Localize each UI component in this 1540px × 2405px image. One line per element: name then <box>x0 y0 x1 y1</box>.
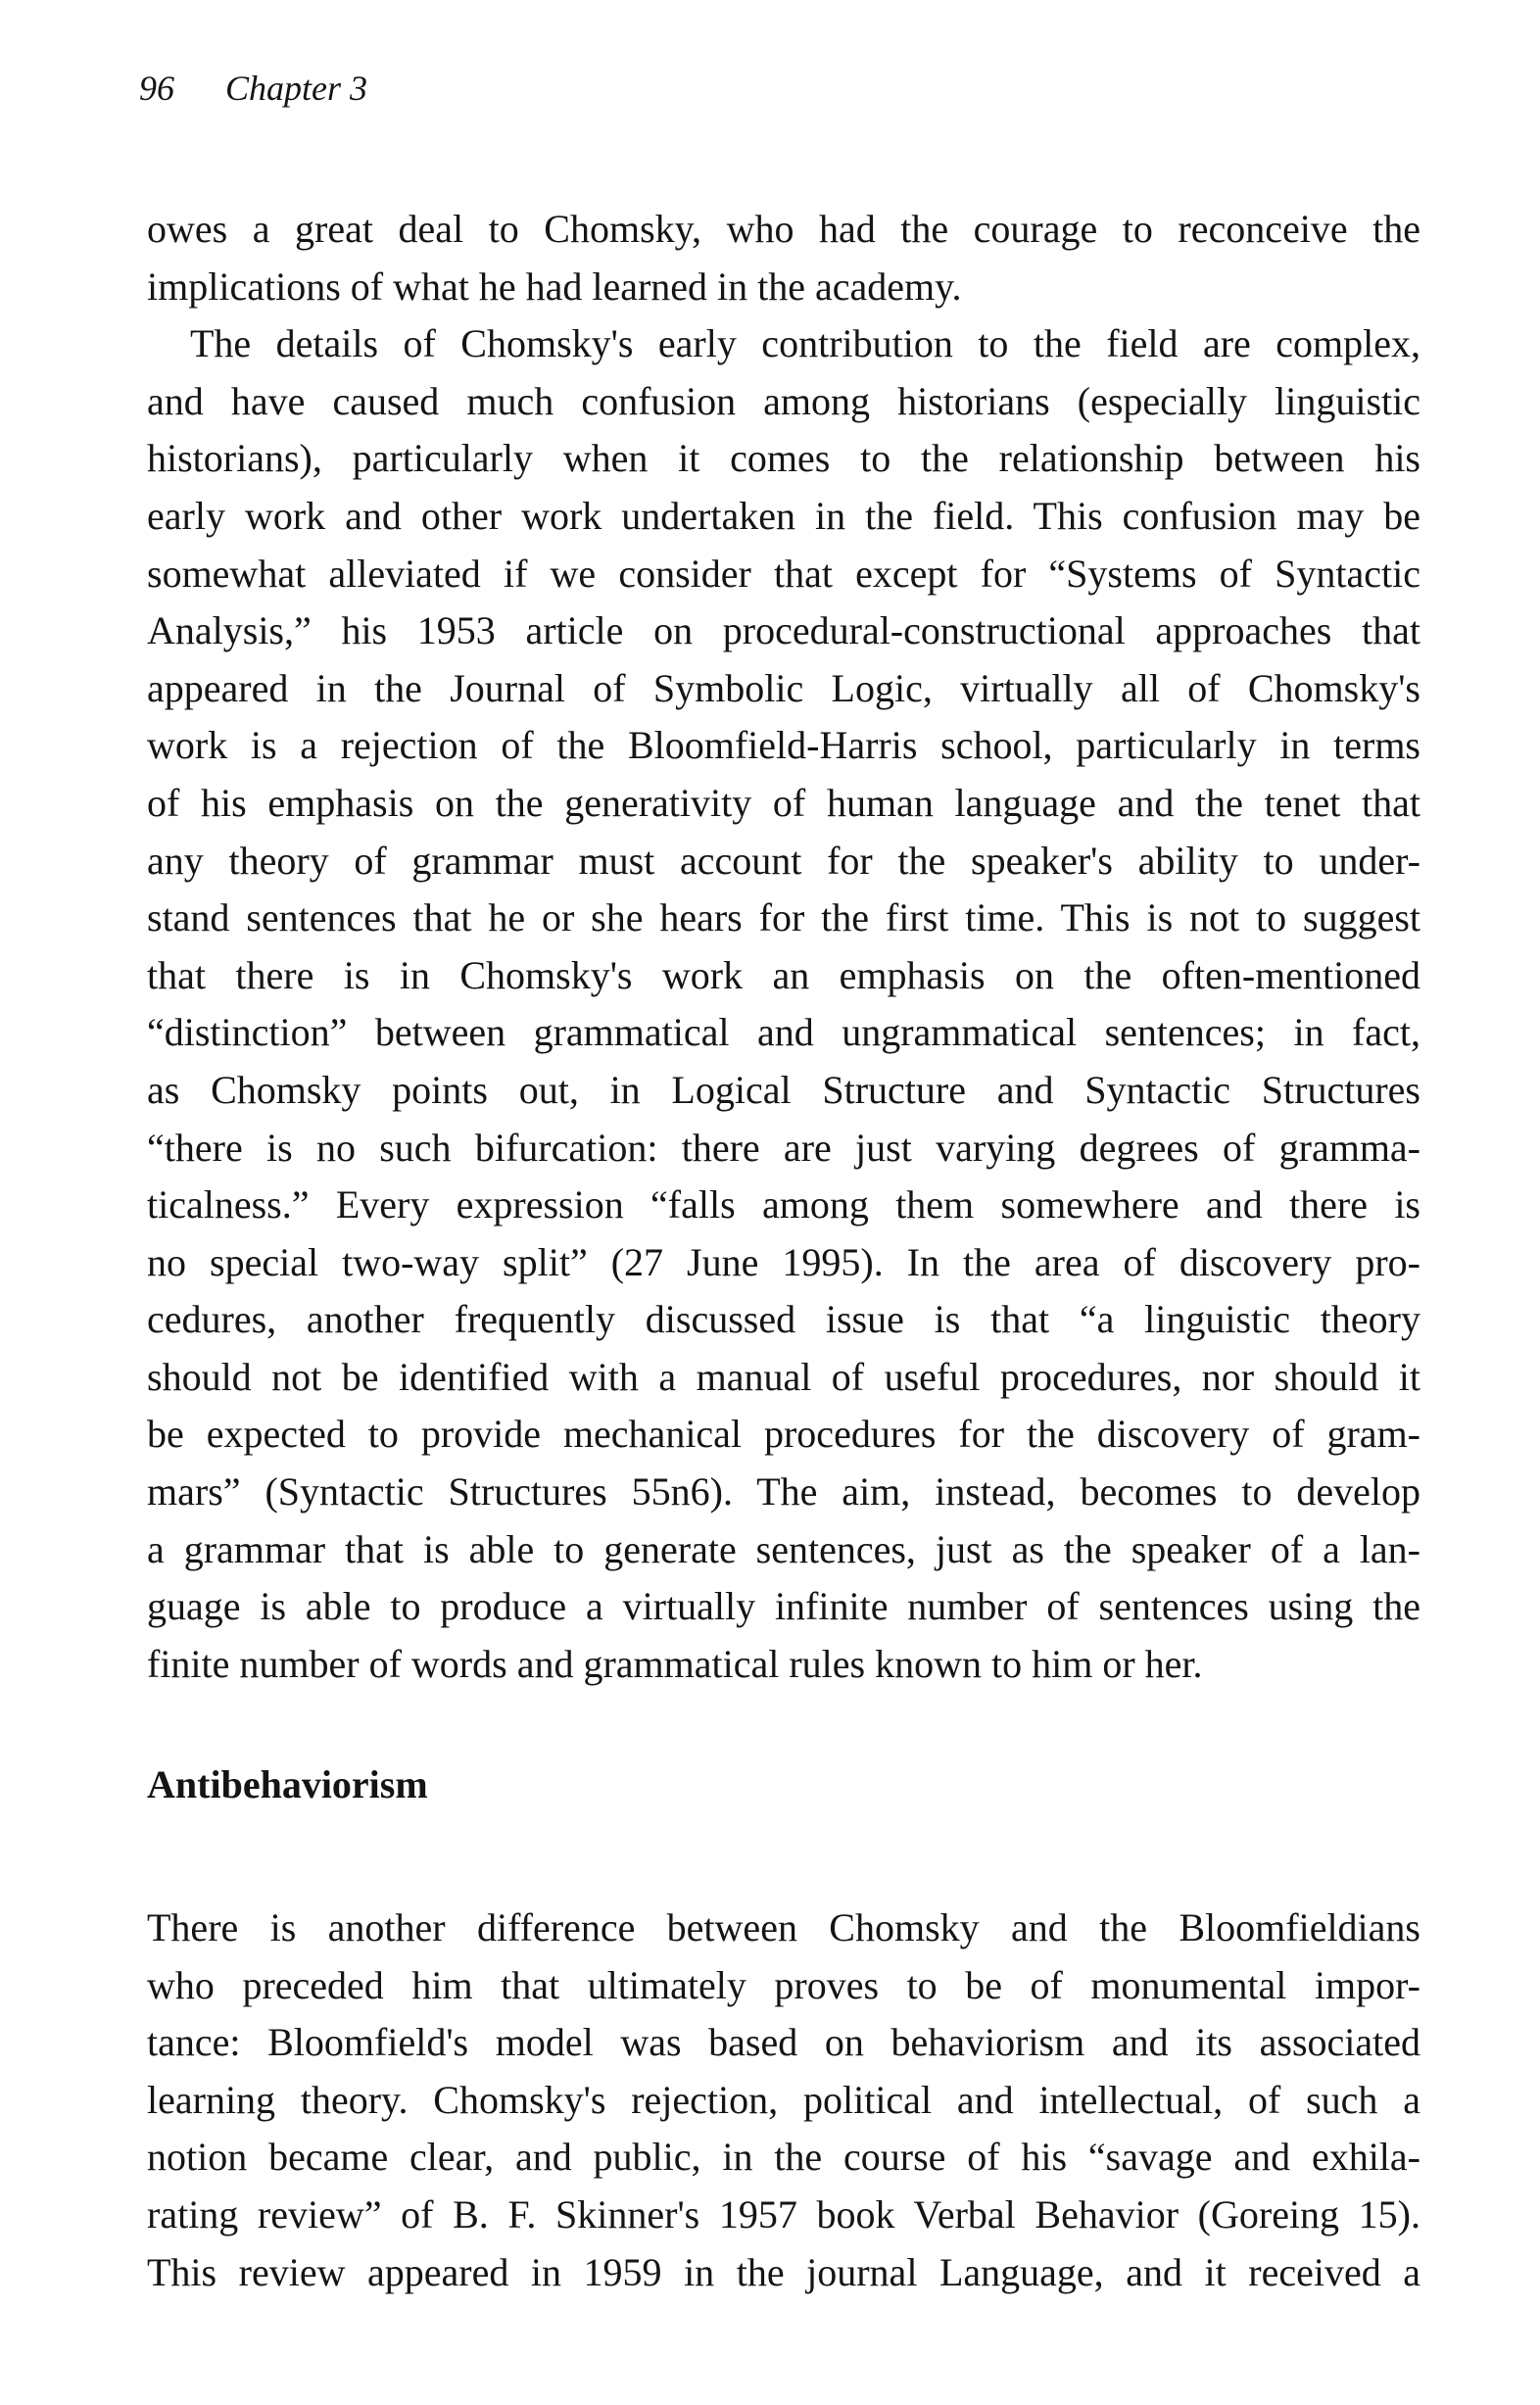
text-line: somewhat alleviated if we consider that except for “Systems of Syntactic <box>147 551 1420 596</box>
text-line: “distinction” between grammatical and ungrammatical sentences; in fact, <box>147 1010 1420 1055</box>
text-line: finite number of words and grammatical rules known to him or her. <box>147 1641 1203 1686</box>
text-line: as Chomsky points out, in Logical Structure and Syntactic Structures <box>147 1067 1420 1112</box>
text-line: This review appeared in 1959 in the journal Language, and it received a <box>147 2249 1420 2294</box>
text-line: stand sentences that he or she hears for the first time. This is not to suggest <box>147 895 1420 940</box>
paragraph-1 <box>147 201 1420 315</box>
page-number: 96 <box>139 69 174 108</box>
text-line: rating review” of B. F. Skinner's 1957 book Verbal Behavior (Goreing 15). <box>147 2192 1420 2237</box>
body-text <box>147 201 1420 2301</box>
text-line: ticalness.” Every expression “falls among them somewhere and there is <box>147 1182 1420 1227</box>
text-line: and have caused much confusion among historians (especially linguistic <box>147 378 1420 423</box>
text-line: historians), particularly when it comes to the relationship between his <box>147 436 1420 481</box>
text-line: implications of what he had learned in the academy. <box>147 264 962 309</box>
text-line: that there is in Chomsky's work an emphasis on the often-mentioned <box>147 952 1420 997</box>
text-line: early work and other work undertaken in the field. This confusion may be <box>147 493 1420 538</box>
text-line: notion became clear, and public, in the course of his “savage and exhila- <box>147 2135 1420 2180</box>
text-line: tance: Bloomfield's model was based on behaviorism and its associated <box>147 2020 1420 2065</box>
paragraph-3 <box>147 1900 1420 2301</box>
text-line: work is a rejection of the Bloomfield-Harris school, particularly in terms <box>147 723 1420 768</box>
spacer <box>147 1693 1420 1756</box>
text-line: a grammar that is able to generate sentences, just as the speaker of a lan- <box>147 1526 1420 1571</box>
text-line: who preceded him that ultimately proves to be of monumental impor- <box>147 1962 1420 2007</box>
text-line: no special two-way split” (27 June 1995). In the area of discovery pro- <box>147 1239 1420 1284</box>
text-line: cedures, another frequently discussed issue is that “a linguistic theory <box>147 1297 1420 1342</box>
text-line: owes a great deal to Chomsky, who had the courage to reconceive the <box>147 207 1420 251</box>
text-line: Analysis,” his 1953 article on procedural-constructional approaches that <box>147 608 1420 653</box>
section-heading: Antibehaviorism <box>147 1762 428 1807</box>
text-line: any theory of grammar must account for the speaker's ability to under- <box>147 838 1420 883</box>
text-line: There is another difference between Chomsky and the Bloomfieldians <box>147 1905 1420 1950</box>
text-line: appeared in the Journal of Symbolic Logic, virtually all of Chomsky's <box>147 665 1420 710</box>
text-line: should not be identified with a manual of useful procedures, nor should it <box>147 1354 1420 1399</box>
running-head <box>139 71 367 106</box>
spacer <box>147 1814 1420 1900</box>
text-line: be expected to provide mechanical procedures for the discovery of gram- <box>147 1412 1420 1457</box>
text-line: mars” (Syntactic Structures 55n6). The aim, instead, becomes to develop <box>147 1469 1420 1515</box>
chapter-title: Chapter 3 <box>225 69 368 108</box>
text-line: “there is no such bifurcation: there are just varying degrees of gramma- <box>147 1125 1420 1170</box>
text-line: The details of Chomsky's early contribution to the field are complex, <box>190 321 1420 366</box>
paragraph-2 <box>147 315 1420 1693</box>
text-line: guage is able to produce a virtually infinite number of sentences using the <box>147 1584 1420 1629</box>
text-line: learning theory. Chomsky's rejection, political and intellectual, of such a <box>147 2077 1420 2122</box>
text-line: of his emphasis on the generativity of human language and the tenet that <box>147 780 1420 825</box>
